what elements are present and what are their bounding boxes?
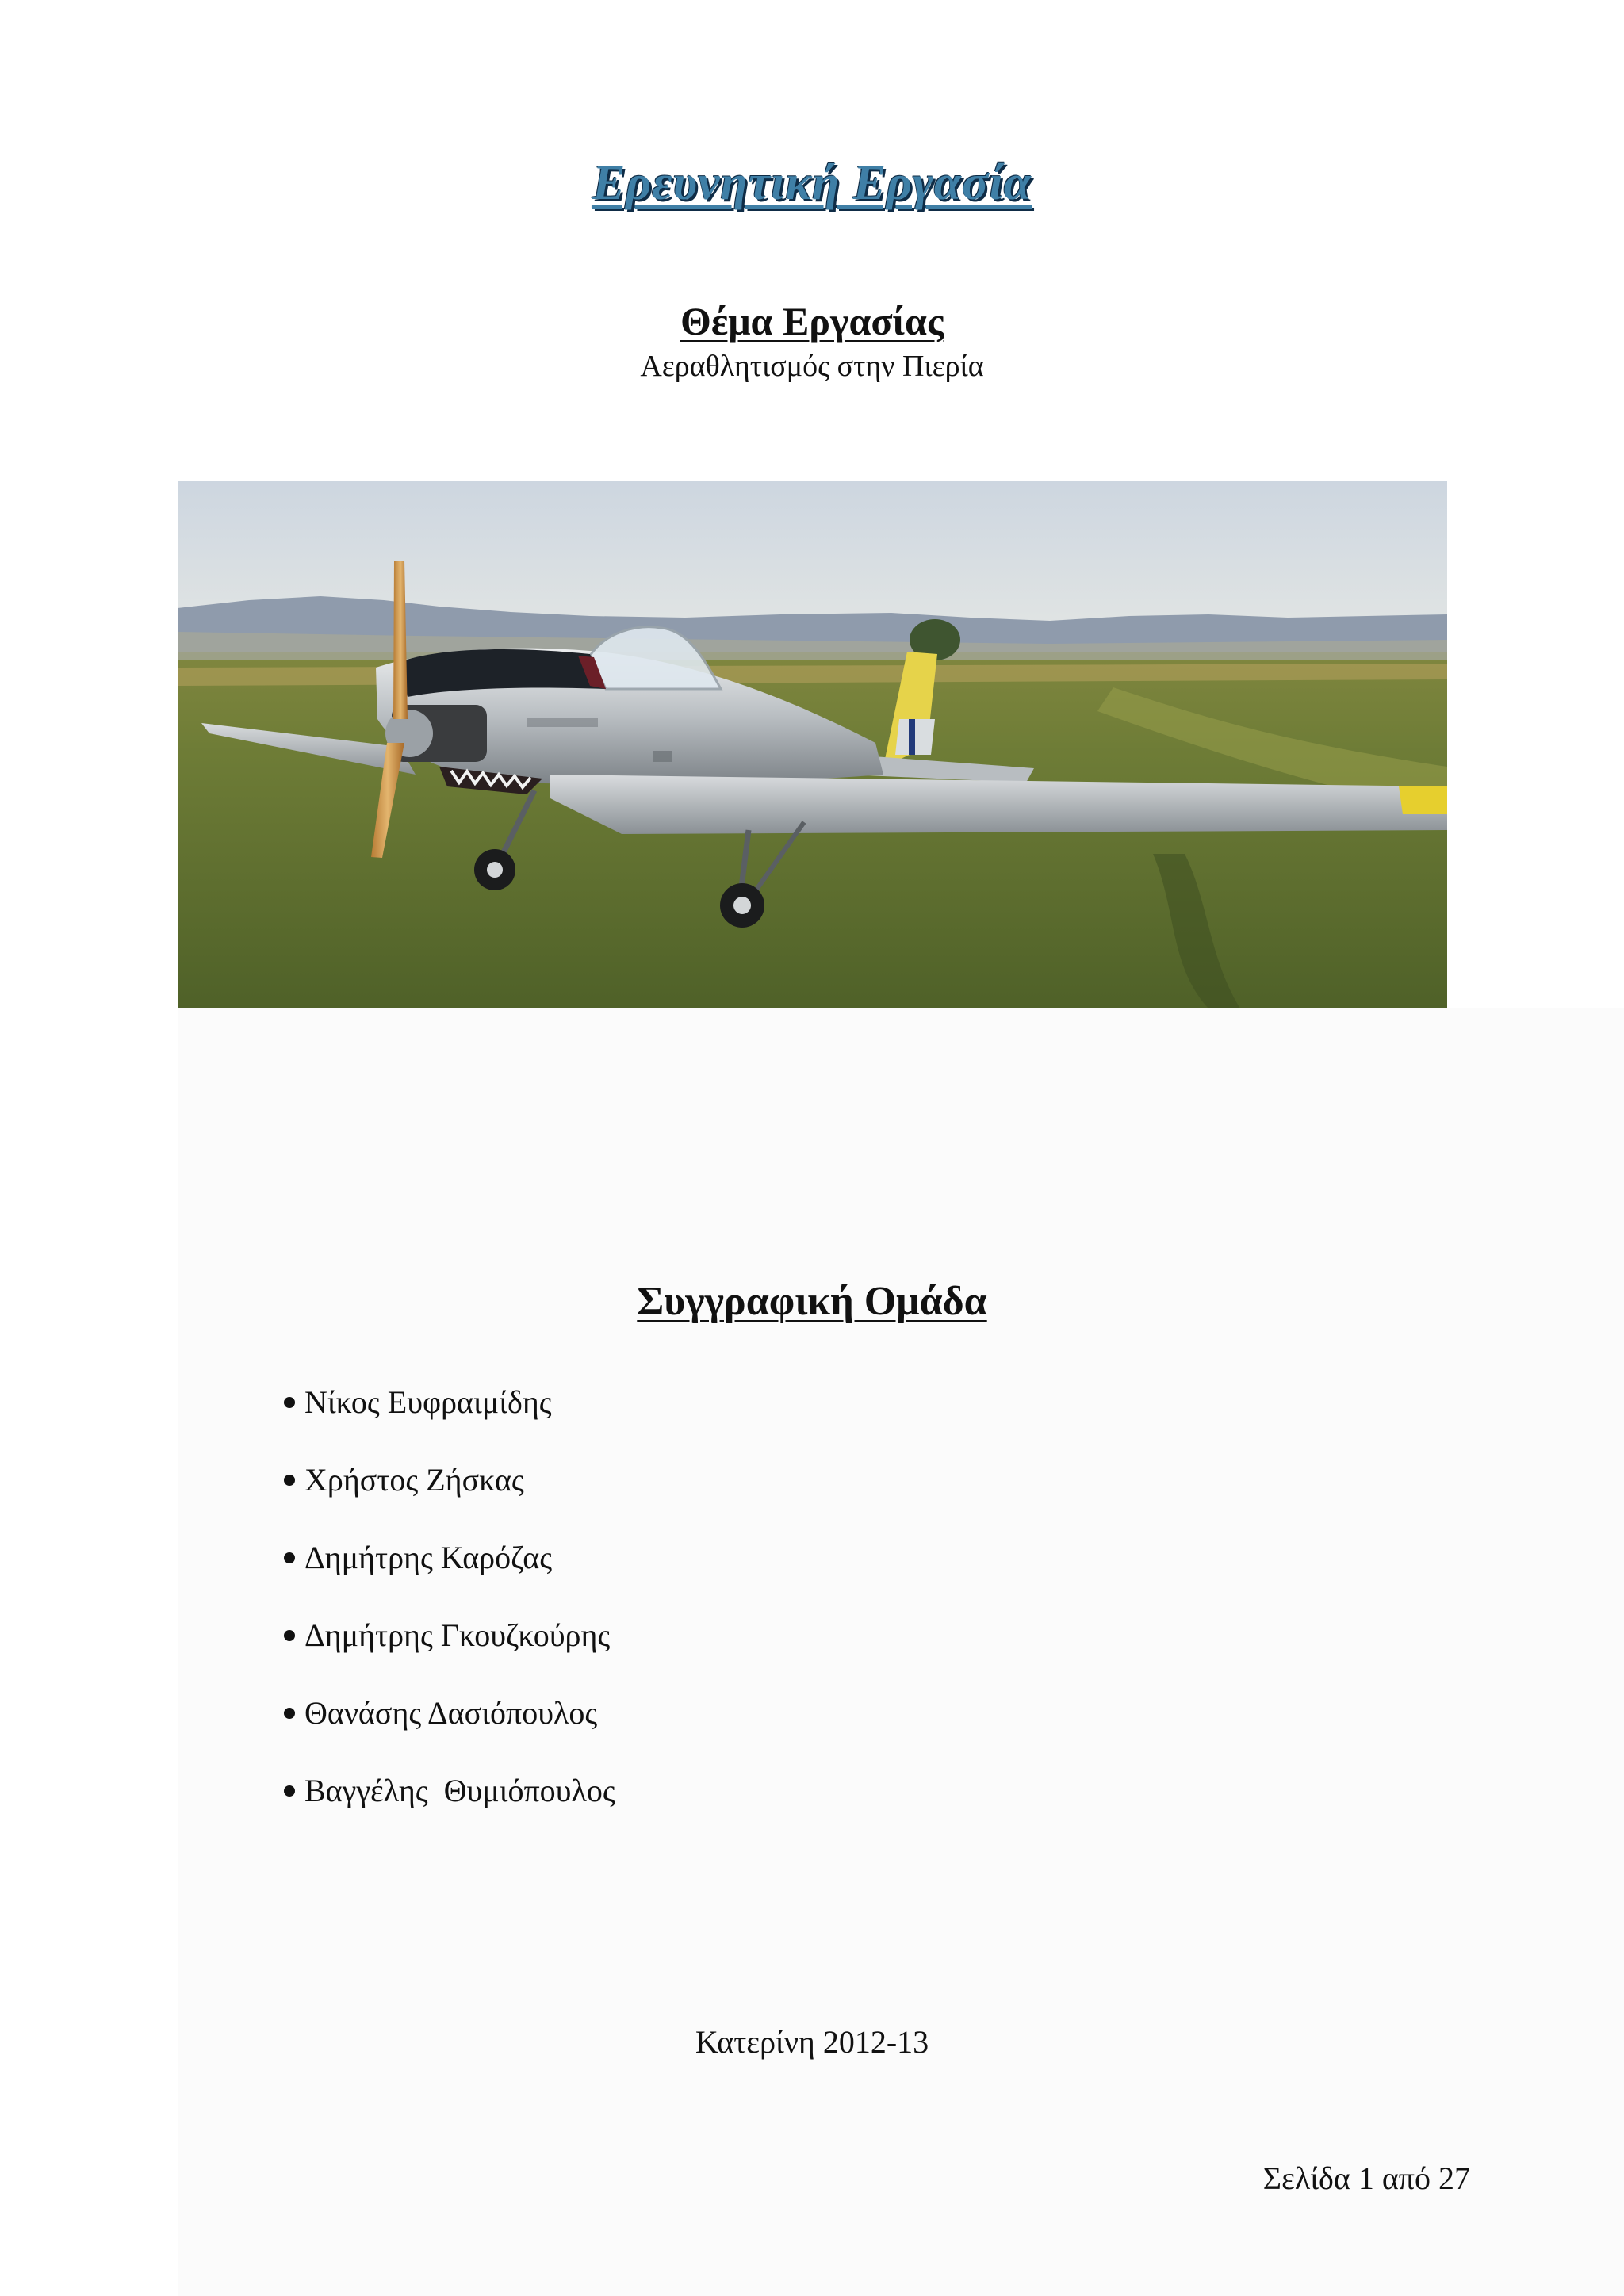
author-name: Χρήστος Ζήσκας [304, 1462, 524, 1498]
bullet-icon [284, 1708, 295, 1719]
author-name: Θανάσης Δασιόπουλος [304, 1695, 598, 1731]
list-item [284, 1752, 615, 1830]
place-date: Κατερίνη 2012-13 [695, 2024, 929, 2060]
list-item [284, 1597, 615, 1674]
author-name: Βαγγέλης Θυμιόπουλος [304, 1773, 615, 1808]
list-item [284, 1364, 615, 1441]
bullet-icon [284, 1552, 295, 1563]
bullet-icon [284, 1630, 295, 1641]
bullet-icon [284, 1475, 295, 1486]
page-number: Σελίδα 1 από 27 [1262, 2160, 1470, 2196]
author-name: Δημήτρης Καρόζας [304, 1540, 553, 1575]
author-list [284, 1364, 615, 1830]
subject-text: Αεραθλητισμός στην Πιερία [640, 350, 984, 383]
airplane-photo [178, 481, 1447, 1008]
author-name: Δημήτρης Γκουζκούρης [304, 1617, 611, 1653]
bullet-icon [284, 1397, 295, 1408]
subject-heading: Θέμα Εργασίας [680, 299, 944, 343]
document-title: Ερευνητική Εργασία [592, 156, 1032, 210]
list-item [284, 1519, 615, 1597]
author-name: Νίκος Ευφραιμίδης [304, 1384, 552, 1420]
list-item [284, 1674, 615, 1752]
authors-heading: Συγγραφική Ομάδα [637, 1279, 987, 1324]
list-item [284, 1441, 615, 1519]
bullet-icon [284, 1785, 295, 1797]
